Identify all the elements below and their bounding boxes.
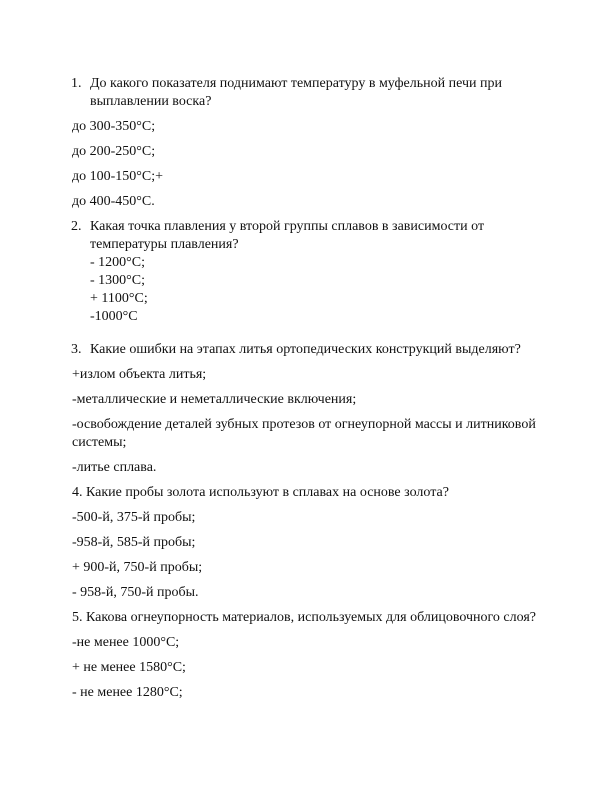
question-4-text: 4. Какие пробы золота используют в сплавах на основе золота? <box>72 485 449 500</box>
question-3-option: -освобождение деталей зубных протезов от огнеупорной массы и литниковой <box>72 417 536 432</box>
question-3-option: +излом объекта литья; <box>72 367 207 382</box>
question-2-option: - 1200°С; <box>90 255 145 270</box>
question-5-option: - не менее 1280°С; <box>72 685 183 700</box>
question-2-option: + 1100°С; <box>90 291 148 306</box>
question-2-text: Какая точка плавления у второй группы сплавов в зависимости от <box>90 219 485 234</box>
question-2-option: -1000°С <box>90 309 138 324</box>
question-4-option: - 958-й, 750-й пробы. <box>72 585 199 600</box>
question-4-option: -958-й, 585-й пробы; <box>72 535 196 550</box>
question-3-text: Какие ошибки на этапах литья ортопедических конструкций выделяют? <box>90 342 521 357</box>
question-2-number: 2. <box>71 219 82 234</box>
question-4-option: + 900-й, 750-й пробы; <box>72 560 203 575</box>
question-5-option: -не менее 1000°С; <box>72 635 180 650</box>
question-5-option: + не менее 1580°С; <box>72 660 186 675</box>
question-1-option: до 300-350°С; <box>72 119 156 134</box>
question-1-option: до 400-450°С. <box>72 194 155 209</box>
question-3-option-cont: системы; <box>72 435 127 450</box>
question-1-text-cont: выплавлении воска? <box>90 94 212 109</box>
question-1-option: до 100-150°С;+ <box>72 169 164 184</box>
question-1-number: 1. <box>71 76 82 91</box>
question-3-option: -литье сплава. <box>72 460 157 475</box>
question-3-number: 3. <box>71 342 82 357</box>
question-4-option: -500-й, 375-й пробы; <box>72 510 196 525</box>
question-2-option: - 1300°С; <box>90 273 145 288</box>
question-3-option: -металлические и неметаллические включения; <box>72 392 357 407</box>
question-1-option: до 200-250°С; <box>72 144 156 159</box>
question-5-text: 5. Какова огнеупорность материалов, используемых для облицовочного слоя? <box>72 610 536 625</box>
question-2-text-cont: температуры плавления? <box>90 237 239 252</box>
question-1-text: До какого показателя поднимают температуру в муфельной печи при <box>90 76 502 91</box>
